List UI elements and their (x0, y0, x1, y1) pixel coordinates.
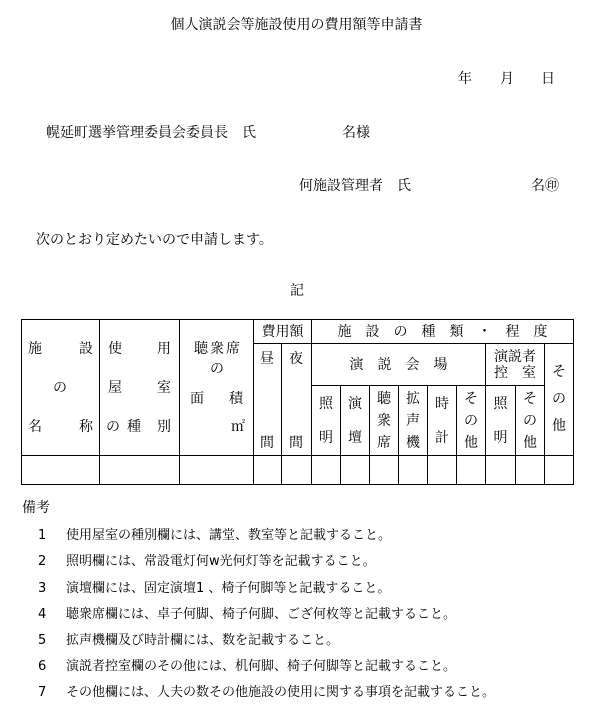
date-month-label: 月 (500, 71, 514, 87)
hall-loudspeaker-cell[interactable] (399, 456, 428, 485)
addressee-sama: 名様 (342, 125, 370, 141)
hall-lighting-header: 照 明 (312, 386, 341, 456)
room-type-header: 使 用 屋 室 の 種 別 (100, 320, 180, 456)
facility-name-header: 施 設 の 名 称 (22, 320, 100, 456)
facility-kind-header: 施 設 の 種 類 ・ 程 度 (312, 320, 574, 344)
fee-day-header: 昼 間 (254, 344, 282, 456)
hall-podium-cell[interactable] (341, 456, 370, 485)
ki-label: 記 (290, 283, 304, 299)
hall-clock-cell[interactable] (428, 456, 457, 485)
manager-shi: 氏 (397, 178, 411, 194)
table-row (22, 456, 574, 485)
other-cell[interactable] (545, 456, 574, 485)
manager-line (299, 178, 411, 194)
date-year-label: 年 (458, 71, 472, 87)
note-item: 2 照明欄には、常設電灯何w光何灯等を記載すること。 (38, 554, 376, 569)
other-header: そ の 他 (545, 344, 574, 456)
addressee-shi: 氏 (242, 125, 256, 141)
hall-clock-header: 時 計 (428, 386, 457, 456)
note-item: 7 その他欄には、人夫の数その他施設の使用に関する事項を記載すること。 (38, 685, 496, 700)
manager-sama-seal: 名㊞ (531, 178, 559, 194)
waiting-other-cell[interactable] (516, 456, 545, 485)
hall-audience-seat-header: 聴 衆 席 (370, 386, 399, 456)
hall-podium-header: 演 壇 (341, 386, 370, 456)
date-day-label: 日 (541, 71, 555, 87)
addressee-line (46, 125, 256, 141)
fee-night-header: 夜 間 (282, 344, 312, 456)
fee-header: 費用額 (254, 320, 312, 344)
note-item: 4 聴衆席欄には、卓子何脚、椅子何脚、ござ何枚等と記載すること。 (38, 607, 457, 622)
intro-text: 次のとおり定めたいので申請します。 (36, 232, 273, 248)
hall-lighting-cell[interactable] (312, 456, 341, 485)
addressee-title: 幌延町選挙管理委員会委員長 (46, 125, 228, 141)
note-item: 6 演説者控室欄のその他には、机何脚、椅子何脚等と記載すること。 (38, 659, 457, 674)
document-title: 個人演説会等施設使用の費用額等申請書 (170, 17, 423, 33)
waiting-lighting-cell[interactable] (486, 456, 516, 485)
manager-title: 何施設管理者 (299, 178, 383, 194)
waiting-other-header: そ の 他 (516, 386, 545, 456)
hall-header: 演 説 会 場 (312, 344, 486, 386)
audience-area-cell[interactable] (180, 456, 254, 485)
audience-area-header: 聴 衆 席 の 面 積 ㎡ (180, 320, 254, 456)
notes-heading: 備考 (22, 500, 50, 516)
hall-audience-seat-cell[interactable] (370, 456, 399, 485)
application-table (21, 319, 574, 485)
hall-other-header: そ の 他 (457, 386, 486, 456)
facility-name-cell[interactable] (22, 456, 100, 485)
hall-loudspeaker-header: 拡 声 機 (399, 386, 428, 456)
note-item: 5 拡声機欄及び時計欄には、数を記載すること。 (38, 633, 340, 648)
note-item: 3 演壇欄には、固定演壇1 、椅子何脚等と記載すること。 (38, 581, 391, 596)
room-type-cell[interactable] (100, 456, 180, 485)
note-item: 1 使用屋室の種別欄には、講堂、教室等と記載すること。 (38, 528, 392, 543)
waiting-lighting-header: 照 明 (486, 386, 516, 456)
waiting-room-header: 演説者 控 室 (486, 344, 545, 386)
hall-other-cell[interactable] (457, 456, 486, 485)
fee-night-cell[interactable] (282, 456, 312, 485)
fee-day-cell[interactable] (254, 456, 282, 485)
